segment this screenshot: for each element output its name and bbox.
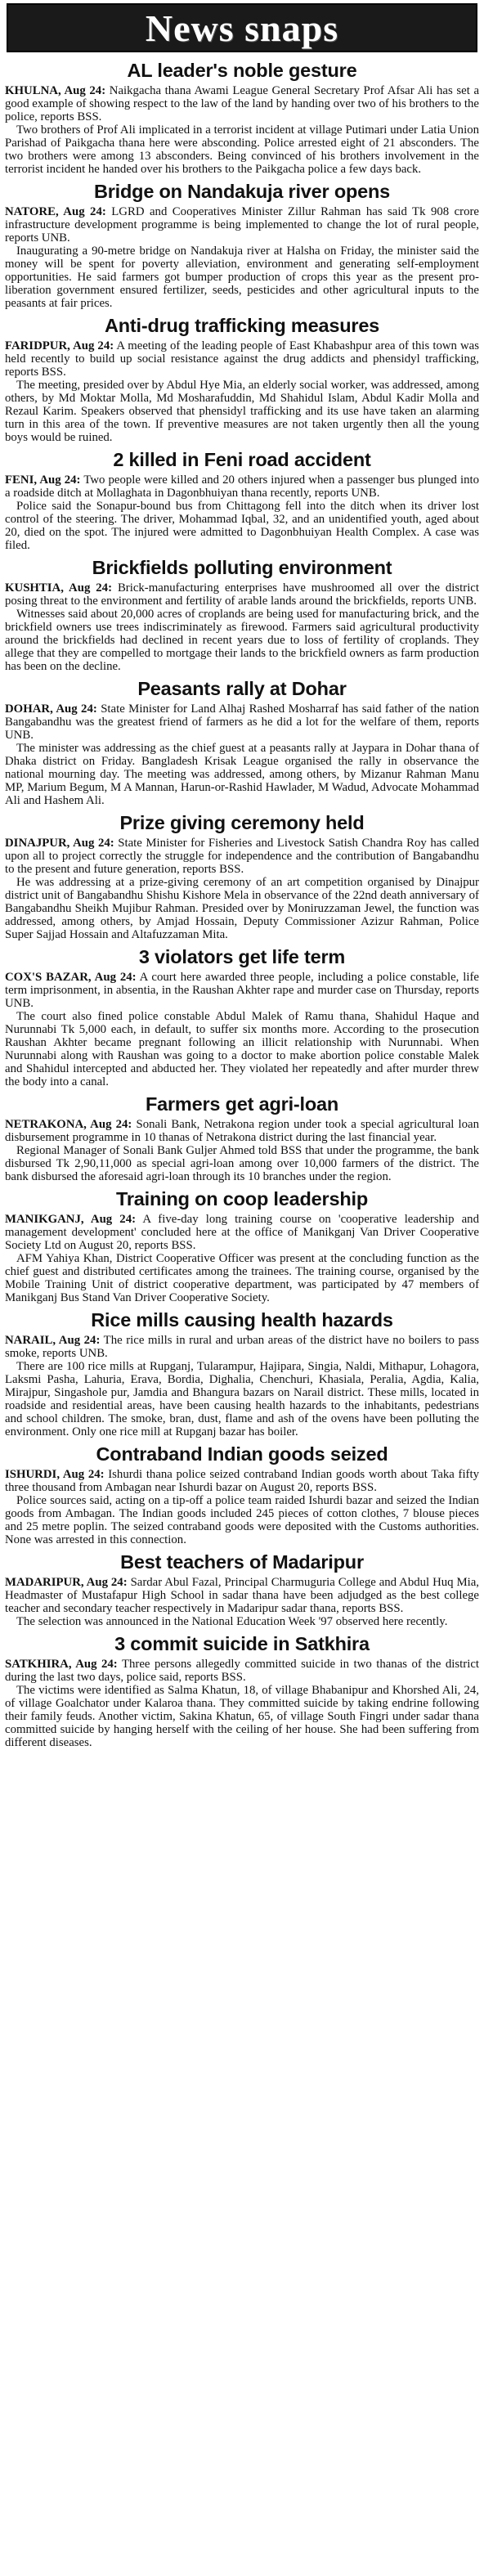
story-text: Naikgacha thana Awami League General Secretary Prof Afsar Ali has set a good example of showing respect to the law of the land by handing over two of his brothers to the police, reports BSS. bbox=[5, 84, 480, 123]
story-headline: Rice mills causing health hazards bbox=[91, 1309, 393, 1331]
story-paragraph bbox=[5, 245, 479, 310]
story-paragraph bbox=[5, 379, 479, 444]
story-paragraph bbox=[5, 1468, 479, 1494]
story-paragraph bbox=[5, 205, 479, 245]
story-paragraph bbox=[5, 1658, 479, 1684]
story-text: He was addressing at a prize-giving ceremony of an art competition organised by Dinajpur district unit of Bangabandhu Shishu Kishore Mela in observance of the 22nd death anniversary of Bangabandhu Sheikh Mujibur Rahman. Presided over by Moniruzzaman Jewel, the function was addressed, among others, by Amjad Hossain, Deputy Commissioner Azizur Rahman, Police Super Sajjad Hossain and Altafuzzaman Mita. bbox=[5, 876, 479, 941]
story-dateline: DINAJPUR, Aug 24: bbox=[5, 837, 114, 850]
story-text: State Minister for Fisheries and Livestock Satish Chandra Roy has called upon all to project correctly the struggle for independence and the contribution of Bangabandhu to the present and future generation, reports BSS. bbox=[5, 837, 479, 876]
story-dateline: FENI, Aug 24: bbox=[5, 473, 81, 487]
story-paragraph bbox=[5, 1334, 479, 1360]
news-story bbox=[5, 945, 479, 1088]
story-dateline: MADARIPUR, Aug 24: bbox=[5, 1576, 128, 1589]
story-text: The court also fined police constable Abdul Malek of Ramu thana, Shahidul Haque and Nurunnabi Tk 5,000 each, in default, to suffer six months more. According to the prosecution Raushan Akhter became pregnant following an illicit relationship with Nurunnabi. When Nurunnabi along with Raushan was going to a doctor to make abortion police constable Malek and Shahidul intercepted and abducted her. They violated her repeatedly and after murder threw the body into a canal. bbox=[5, 1010, 479, 1088]
story-paragraph bbox=[5, 1684, 479, 1749]
story-paragraph bbox=[5, 581, 479, 608]
story-paragraph bbox=[5, 84, 479, 123]
story-paragraph bbox=[5, 1252, 479, 1304]
story-dateline: ISHURDI, Aug 24: bbox=[5, 1468, 105, 1481]
story-headline: Training on coop leadership bbox=[116, 1188, 368, 1209]
story-headline: Peasants rally at Dohar bbox=[137, 678, 347, 699]
story-headline: Farmers get agri-loan bbox=[145, 1093, 339, 1115]
stories-column bbox=[5, 59, 479, 1749]
masthead-banner bbox=[7, 3, 477, 52]
news-story bbox=[5, 811, 479, 941]
story-headline: Brickfields polluting environment bbox=[92, 557, 392, 578]
story-paragraph bbox=[5, 702, 479, 742]
story-paragraph bbox=[5, 1118, 479, 1144]
story-paragraph bbox=[5, 971, 479, 1010]
story-headline: Bridge on Nandakuja river opens bbox=[93, 181, 391, 202]
story-paragraph bbox=[5, 1213, 479, 1252]
news-story bbox=[5, 1551, 479, 1628]
story-text: A court here awarded three people, including a police constable, life term imprisonment, in absentia, in the Raushan Akhter rape and murder case on Thursday, reports UNB. bbox=[5, 971, 479, 1010]
story-dateline: FARIDPUR, Aug 24: bbox=[5, 339, 114, 352]
story-dateline: SATKHIRA, Aug 24: bbox=[5, 1658, 118, 1671]
story-text: State Minister for Land Alhaj Rashed Mosharraf has said father of the nation Bangabandhu was the greatest friend of farmers as he did a lot for the welfare of them, reports UNB. bbox=[5, 702, 479, 742]
story-text: Inaugurating a 90-metre bridge on Nandakuja river at Halsha on Friday, the minister said the money will be spent for poverty alleviation, environment and generating self-employment opportunities. He said farmers got bumper production of crops this year as the present pro-liberation government ensured fertilizer, seeds, pesticides and other agricultural inputs to the peasants at fair prices. bbox=[5, 245, 479, 310]
story-text: The meeting, presided over by Abdul Hye Mia, an elderly social worker, was addressed, among others, by Md Moktar Molla, Md Mosharafuddin, Md Shahidul Islam, Abdul Kadir Molla and Rezaul Karim. Speakers observed that phensidyl trafficking and its use have taken an alarming turn in this area of the town. If preventive measures are not taken urgently then all the young boys would be ruined. bbox=[5, 379, 479, 444]
news-story bbox=[5, 556, 479, 673]
news-story bbox=[5, 1632, 479, 1749]
story-text: AFM Yahiya Khan, District Cooperative Officer was present at the concluding function as the chief guest and distributed certificates among the trainees. The training course, organised by the Mobile Training Unit of district cooperative department, was participated by 47 members of Manikganj Bus Stand Van Driver Cooperative Society. bbox=[5, 1252, 479, 1304]
story-dateline: NETRAKONA, Aug 24: bbox=[5, 1118, 132, 1131]
story-dateline: COX'S BAZAR, Aug 24: bbox=[5, 971, 137, 984]
story-text: There are 100 rice mills at Rupganj, Tularampur, Hajipara, Singia, Naldi, Mithapur, Lohagora, Laksmi Pasha, Lahuria, Erava, Bordia, Dighalia, Chenchuri, Khasiala, Peralia, Agdia, Kalia, Mirajpur, Singashole pur, Jamdia and Bhangura bazars on Narail district. These mills, located in roadside and residential areas, have been causing health hazards to the inhabitants, pedestrians and school children. The smoke, bran, dust, flame and ash of the ovens have been polluting the environment. Only one rice mill at Rupganj bazar has boiler. bbox=[5, 1360, 479, 1438]
story-text: Brick-manufacturing enterprises have mushroomed all over the district posing threat to the environment and fertility of arable lands around the brickfields, reports UNB. bbox=[5, 581, 479, 608]
story-paragraph bbox=[5, 1360, 479, 1438]
story-text: Regional Manager of Sonali Bank Guljer Ahmed told BSS that under the programme, the bank disbursed Tk 2,90,11,000 as special agri-loan among over 10,000 farmers of the district. The bank disbursed the aforesaid agri-loan through its 10 branches under the region. bbox=[5, 1144, 479, 1183]
story-dateline: NATORE, Aug 24: bbox=[5, 205, 106, 218]
story-text: Witnesses said about 20,000 acres of croplands are being used for manufacturing brick, and the brickfield owners use trees indiscriminately as firewood. Farmers said agricultural productivity around the brickfields had declined in recent years due to loss of fertility of croplands. They allege that they are compelled to mortgage their lands to the brickfield owners as farm production has been on the decline. bbox=[5, 608, 479, 673]
story-text: LGRD and Cooperatives Minister Zillur Rahman has said Tk 908 crore infrastructure development programme is being implemented to change the lot of rural people, reports UNB. bbox=[5, 205, 479, 245]
story-paragraph bbox=[5, 123, 479, 176]
story-paragraph bbox=[5, 473, 479, 500]
masthead-title: News snaps bbox=[145, 7, 339, 49]
story-dateline: KUSHTIA, Aug 24: bbox=[5, 581, 113, 595]
story-headline: AL leader's noble gesture bbox=[127, 60, 357, 81]
story-text: The victims were identified as Salma Khatun, 18, of village Bhabanipur and Khorshed Ali, 24, of village Goalchator under Kalaroa thana. They committed suicide by taking endrine following their family feuds. Another victim, Sakina Khatun, 65, of village South Fingri under sadar thana committed suicide by hanging herself with the ceiling of her house. She had been suffering from different diseases. bbox=[5, 1684, 479, 1749]
news-story bbox=[5, 448, 479, 552]
story-headline: Prize giving ceremony held bbox=[119, 812, 365, 833]
news-story bbox=[5, 1093, 479, 1183]
news-story bbox=[5, 180, 479, 310]
story-headline: 3 commit suicide in Satkhira bbox=[114, 1633, 370, 1654]
story-paragraph bbox=[5, 837, 479, 876]
story-paragraph bbox=[5, 1576, 479, 1615]
story-paragraph bbox=[5, 1144, 479, 1183]
news-story bbox=[5, 314, 479, 444]
story-dateline: MANIKGANJ, Aug 24: bbox=[5, 1213, 137, 1226]
story-paragraph bbox=[5, 500, 479, 552]
story-headline: Contraband Indian goods seized bbox=[96, 1443, 388, 1465]
news-story bbox=[5, 677, 479, 807]
story-headline: Anti-drug trafficking measures bbox=[104, 315, 380, 336]
story-text: Ishurdi thana police seized contraband Indian goods worth about Taka fifty three thousand from Ambagan near Ishurdi bazar on August 20, reports BSS. bbox=[5, 1468, 479, 1494]
news-story bbox=[5, 1443, 479, 1546]
story-text: Sonali Bank, Netrakona region under took a special agricultural loan disbursement programme in 10 thanas of Netrakona district during the last financial year. bbox=[5, 1118, 479, 1144]
story-headline: Best teachers of Madaripur bbox=[120, 1551, 364, 1573]
story-text: Police sources said, acting on a tip-off a police team raided Ishurdi bazar and seized the Indian goods from Ambagan. The Indian goods included 245 pieces of cotton clothes, 7 blouse pieces and 25 metre poplin. The seized contraband goods were deposited with the Customs authorities. None was arrested in this connection. bbox=[5, 1494, 479, 1546]
story-text: Sardar Abul Fazal, Principal Charmuguria College and Abdul Huq Mia, Headmaster of Mustafapur High School in sadar thana have been adjudged as the best college teacher and secondary teacher respectively in Madaripur sadar thana, reports BSS. bbox=[5, 1576, 480, 1615]
story-dateline: DOHAR, Aug 24: bbox=[5, 702, 97, 716]
story-headline: 2 killed in Feni road accident bbox=[113, 449, 371, 470]
story-text: A meeting of the leading people of East Khabashpur area of this town was held recently to build up social resistance against the drug addicts and phensidyl trafficking, reports BSS. bbox=[5, 339, 479, 379]
story-text: Two brothers of Prof Ali implicated in a terrorist incident at village Putimari under Latia Union Parishad of Paikgacha thana here were absconding. Police arrested eight of 21 absconders. The two brothers were among 13 absconders. Being convinced of his brothers involvement in the terrorist incident he handed over his brothers to the Paikgacha police a few days back. bbox=[5, 123, 479, 176]
story-paragraph bbox=[5, 608, 479, 673]
story-paragraph bbox=[5, 1615, 479, 1628]
news-story bbox=[5, 1308, 479, 1438]
story-text: The minister was addressing as the chief guest at a peasants rally at Jaypara in Dohar thana of Dhaka district on Friday. Bangladesh Krisak League organised the rally in observance the national mourning day. The meeting was addressed, among others, by Mizanur Rahman Manu MP, Marium Begum, M A Mannan, Harun-or-Rashid Hawlader, M Wadud, Advocate Mohammad Ali and Hashem Ali. bbox=[5, 742, 479, 807]
story-paragraph bbox=[5, 742, 479, 807]
story-dateline: KHULNA, Aug 24: bbox=[5, 84, 106, 97]
story-dateline: NARAIL, Aug 24: bbox=[5, 1334, 101, 1347]
story-text: Two people were killed and 20 others injured when a passenger bus plunged into a roadside ditch at Mollaghata in Dagonbhuiyan thana recently, reports UNB. bbox=[5, 473, 479, 500]
story-paragraph bbox=[5, 339, 479, 379]
news-story bbox=[5, 59, 479, 176]
story-paragraph bbox=[5, 1494, 479, 1546]
story-text: The selection was announced in the National Education Week '97 observed here recently. bbox=[16, 1615, 448, 1628]
story-paragraph bbox=[5, 1010, 479, 1088]
story-text: Three persons allegedly committed suicide in two thanas of the district during the last two days, police said, reports BSS. bbox=[5, 1658, 479, 1684]
story-text: A five-day long training course on 'cooperative leadership and management development' concluded here at the office of Manikganj Van Driver Cooperative Society Ltd on August 20, reports BSS. bbox=[5, 1213, 479, 1252]
story-text: The rice mills in rural and urban areas of the district have no boilers to pass smoke, reports UNB. bbox=[5, 1334, 479, 1360]
news-story bbox=[5, 1187, 479, 1304]
story-text: Police said the Sonapur-bound bus from Chittagong fell into the ditch when its driver lost control of the steering. The driver, Mohammad Iqbal, 32, and an unidentified youth, aged about 20, died on the spot. The injured were admitted to Dagonbhuiyan Health Complex. A case was filed. bbox=[5, 500, 479, 552]
story-headline: 3 violators get life term bbox=[138, 946, 346, 967]
story-paragraph bbox=[5, 876, 479, 941]
